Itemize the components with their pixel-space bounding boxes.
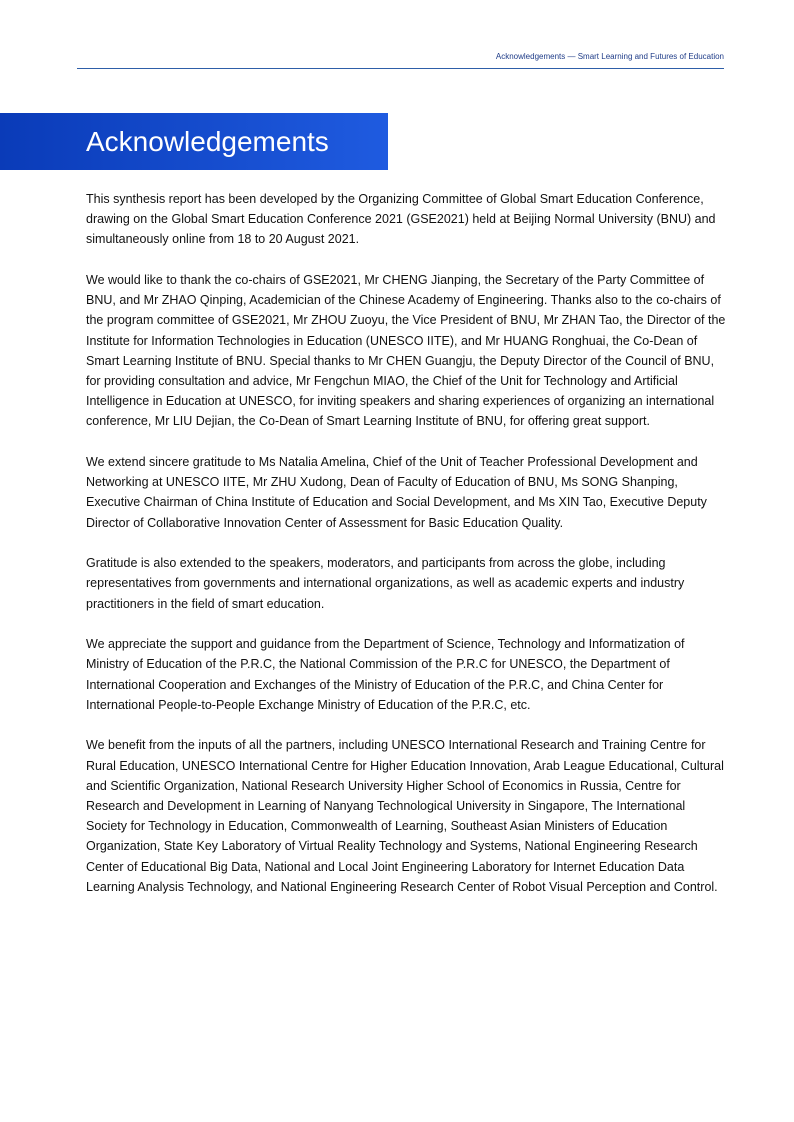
paragraph-gratitude: We extend sincere gratitude to Ms Natalia Amelina, Chief of the Unit of Teacher Professional Development and Networking at UNESCO IITE, Mr ZHU Xudong, Dean of Faculty of Education of BNU, Ms SONG Shanping, Executive Chairman of China Institute of Education and Social Development, and Ms XIN Tao, Executive Deputy Director of Collaborative Innovation Center of Assessment for Basic Education Quality. <box>86 455 707 530</box>
page-title: Acknowledgements <box>86 126 329 157</box>
header-rule <box>77 68 724 69</box>
paragraph-co-chairs: We would like to thank the co-chairs of GSE2021, Mr CHENG Jianping, the Secretary of the Party Committee of BNU, and Mr ZHAO Qinping, Academician of the Chinese Academy of Engineering. Thanks also to the co-chairs of the program committee of GSE2021, Mr ZHOU Zuoyu, the Vice President of BNU, Mr ZHAN Tao, the Director of the Institute for Information Technologies in Education (UNESCO IITE), and Mr HUANG Ronghuai, the Co-Dean of Smart Learning Institute of BNU. Special thanks to Mr CHEN Guangju, the Deputy Director of the Council of BNU, for providing consultation and advice, Mr Fengchun MIAO, the Chief of the Unit for Technology and Artificial Intelligence in Education at UNESCO, for inviting speakers and sharing experiences of organizing an international conference, Mr LIU Dejian, the Co-Dean of Smart Learning Institute of BNU, for offering great support. <box>86 273 726 429</box>
paragraph-intro: This synthesis report has been developed by the Organizing Committee of Global Smart Education Conference, drawing on the Global Smart Education Conference 2021 (GSE2021) held at Beijing Normal University (BNU) and simultaneously online from 18 to 20 August 2021. <box>86 192 716 247</box>
body-text <box>86 189 726 917</box>
running-header: Acknowledgements — Smart Learning and Futures of Education <box>495 52 724 61</box>
paragraph-support: We appreciate the support and guidance from the Department of Science, Technology and Informatization of Ministry of Education of the P.R.C, the National Commission of the P.R.C for UNESCO, the Department of International Cooperation and Exchanges of the Ministry of Education of the P.R.C, and China Center for International People-to-People Exchange Ministry of Education of the P.R.C, etc. <box>86 637 685 712</box>
paragraph-partners: We benefit from the inputs of all the partners, including UNESCO International Research and Training Centre for Rural Education, UNESCO International Centre for Higher Education Innovation, Arab League Educational, Cultural and Scientific Organization, National Research University Higher School of Economics in Russia, Centre for Research and Development in Learning of Nanyang Technological University in Singapore, The International Society for Technology in Education, Commonwealth of Learning, Southeast Asian Ministers of Education Organization, State Key Laboratory of Virtual Reality Technology and Systems, National Engineering Research Center of Educational Big Data, National and Local Joint Engineering Laboratory for Internet Education Data Learning Analysis Technology, and National Engineering Research Center of Robot Visual Perception and Control. <box>86 738 724 894</box>
paragraph-participants: Gratitude is also extended to the speakers, moderators, and participants from across the globe, including representatives from governments and international organizations, as well as academic experts and industry practitioners in the field of smart education. <box>86 556 685 611</box>
